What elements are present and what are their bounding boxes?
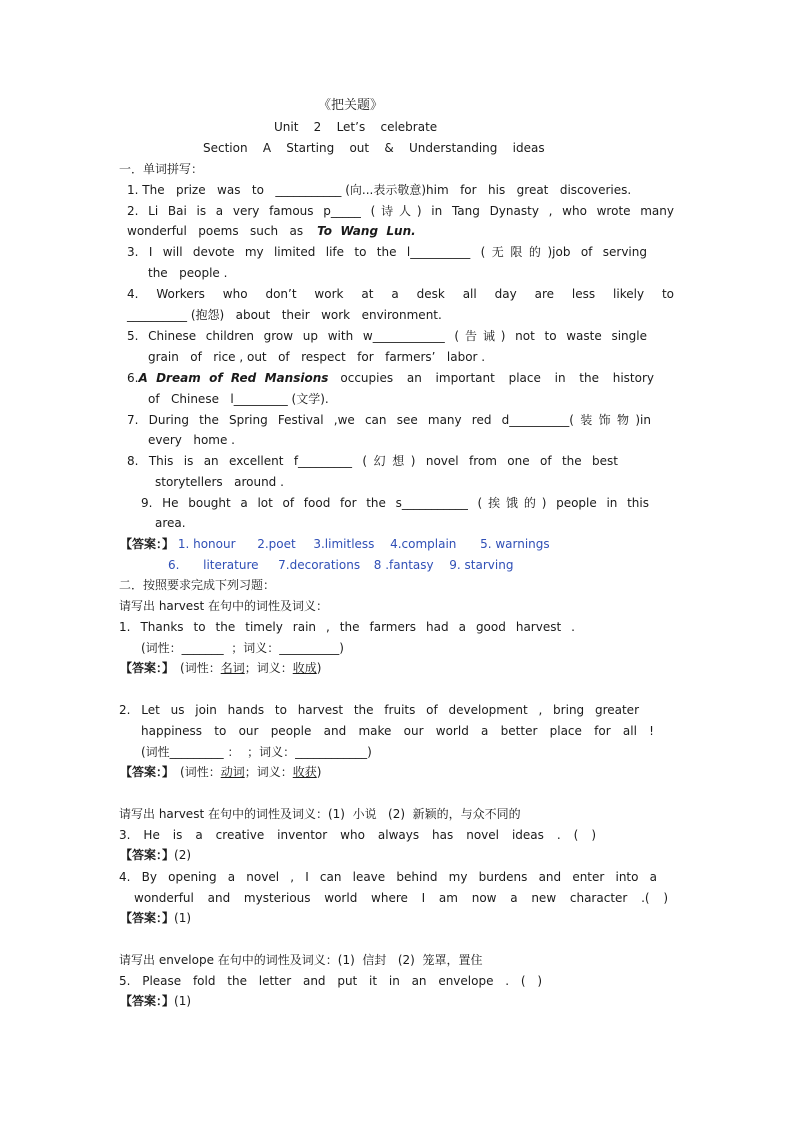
q3-answer: [120, 847, 191, 863]
answer-label: 【答案：】: [120, 911, 175, 925]
answers-1-line2: [168, 557, 513, 573]
answers-1-line1: [120, 536, 550, 552]
item-4-line1: 4. Workers who don’t work at a desk all day are less likely to: [127, 287, 674, 301]
q1-answer: [120, 660, 321, 676]
item-6-line2: of Chinese l_________ (文学).: [148, 392, 329, 406]
item-7-line2: every home .: [148, 433, 235, 447]
item-7-line1: 7. During the Spring Festival ,we can see many red d__________(装饰物)in: [127, 413, 651, 427]
answer-label: 【答案：】: [120, 994, 175, 1008]
answer-value: 5. warnings: [480, 537, 550, 551]
answer-meaning-label: ；词义：: [244, 661, 293, 675]
answer-value: (1): [174, 911, 192, 925]
item-9-line2: area.: [155, 516, 186, 530]
doc-title: 《把关题》: [318, 98, 384, 113]
answer-pos: 动词: [220, 765, 245, 779]
answer-value: 1. honour: [177, 537, 236, 551]
envelope-instruction: 请写出 envelope 在句中的词性及词义：(1) 信封 (2) 笼罩，置住: [119, 953, 483, 967]
item-4-line2: __________ (抱怨) about their work environment.: [127, 308, 442, 322]
item-2-line1: 2. Li Bai is a very famous p_____ (诗人) in Tang Dynasty , who wrote many: [127, 204, 674, 218]
item-2-text: wonderful poems such as: [127, 224, 304, 238]
item-9-line1: 9. He bought a lot of food for the s___________ (挨饿的) people in this: [141, 496, 649, 510]
item-1: 1. The prize was to ___________ (向...表示敬意)him for his great discoveries.: [127, 183, 632, 197]
q5-answer: [120, 993, 191, 1009]
answer-close: ): [316, 765, 322, 779]
harvest-instruction: 请写出 harvest 在句中的词性及词义：: [119, 599, 328, 613]
item-6-line1: [127, 370, 654, 386]
answer-label: 【答案：】: [120, 848, 175, 862]
answer-meaning-label: ；词义：: [244, 765, 293, 779]
answer-pos-label: (词性：: [180, 765, 221, 779]
item-3-line1: 3. I will devote my limited life to the l__________ (无限的)job of serving: [127, 245, 647, 259]
answer-value: (2): [174, 848, 192, 862]
q2-line3: (词性_________ ： ；词义：____________): [141, 745, 372, 759]
item-3-line2: the people .: [148, 266, 228, 280]
answer-pos: 名词: [220, 661, 245, 675]
answer-value: (1): [174, 994, 192, 1008]
novel-instruction: 请写出 harvest 在句中的词性及词义：(1) 小说 (2) 新颖的，与众不同的: [119, 807, 521, 821]
q4-line2: wonderful and mysterious world where I am now a new character .( ): [134, 891, 668, 905]
poem-title: To Wang Lun: [317, 224, 412, 238]
answer-value: literature: [203, 558, 259, 572]
answer-meaning: 收获: [292, 765, 317, 779]
answer-value: 7.decorations: [278, 558, 361, 572]
answer-value: 4.complain: [390, 537, 457, 551]
part2-heading: 二．按照要求完成下列习题：: [119, 578, 276, 592]
item-2-period: .: [411, 224, 416, 238]
novel-title: A Dream of Red Mansions: [138, 371, 329, 385]
answer-value: 9. starving: [449, 558, 514, 572]
q2-line1: 2. Let us join hands to harvest the fruits of development , bring greater: [119, 703, 639, 717]
answer-value: 3.limitless: [313, 537, 375, 551]
item-5-line2: grain of rice , out of respect for farmers’ labor .: [148, 350, 486, 364]
q5-line: 5. Please fold the letter and put it in an envelope . ( ): [119, 974, 542, 988]
q3-line: 3. He is a creative inventor who always has novel ideas . ( ): [119, 828, 596, 842]
q1-line2: (词性：_______ ；词义：__________): [141, 641, 344, 655]
answer-value: 6.: [168, 558, 180, 572]
answer-meaning: 收成: [292, 661, 317, 675]
item-8-line2: storytellers around .: [155, 475, 284, 489]
q4-line1: 4. By opening a novel , I can leave behind my burdens and enter into a: [119, 870, 657, 884]
answer-pos-label: (词性：: [180, 661, 221, 675]
answer-value: 2.poet: [257, 537, 296, 551]
unit-line: Unit 2 Let’s celebrate: [274, 120, 438, 134]
q2-answer: [120, 764, 321, 780]
part1-heading: 一．单词拼写：: [119, 162, 204, 176]
q4-answer: [120, 910, 191, 926]
answer-value: 8 .fantasy: [373, 558, 434, 572]
answer-close: ): [316, 661, 322, 675]
answer-label: 【答案：】: [120, 765, 175, 779]
answer-label: 【答案：】: [120, 661, 175, 675]
q2-line2: happiness to our people and make our world a better place for all !: [141, 724, 654, 738]
item-2-line2: [127, 223, 416, 239]
q1-line1: 1. Thanks to the timely rain , the farmers had a good harvest .: [119, 620, 575, 634]
item-5-line1: 5. Chinese children grow up with w____________ (告诫) not to waste single: [127, 329, 647, 343]
item-8-line1: 8. This is an excellent f_________ (幻想) novel from one of the best: [127, 454, 618, 468]
item-6-num: 6.: [127, 371, 139, 385]
answer-label: 【答案：】: [120, 537, 175, 551]
section-line: Section A Starting out & Understanding ideas: [203, 141, 545, 155]
item-6-text: occupies an important place in the history: [340, 371, 654, 385]
